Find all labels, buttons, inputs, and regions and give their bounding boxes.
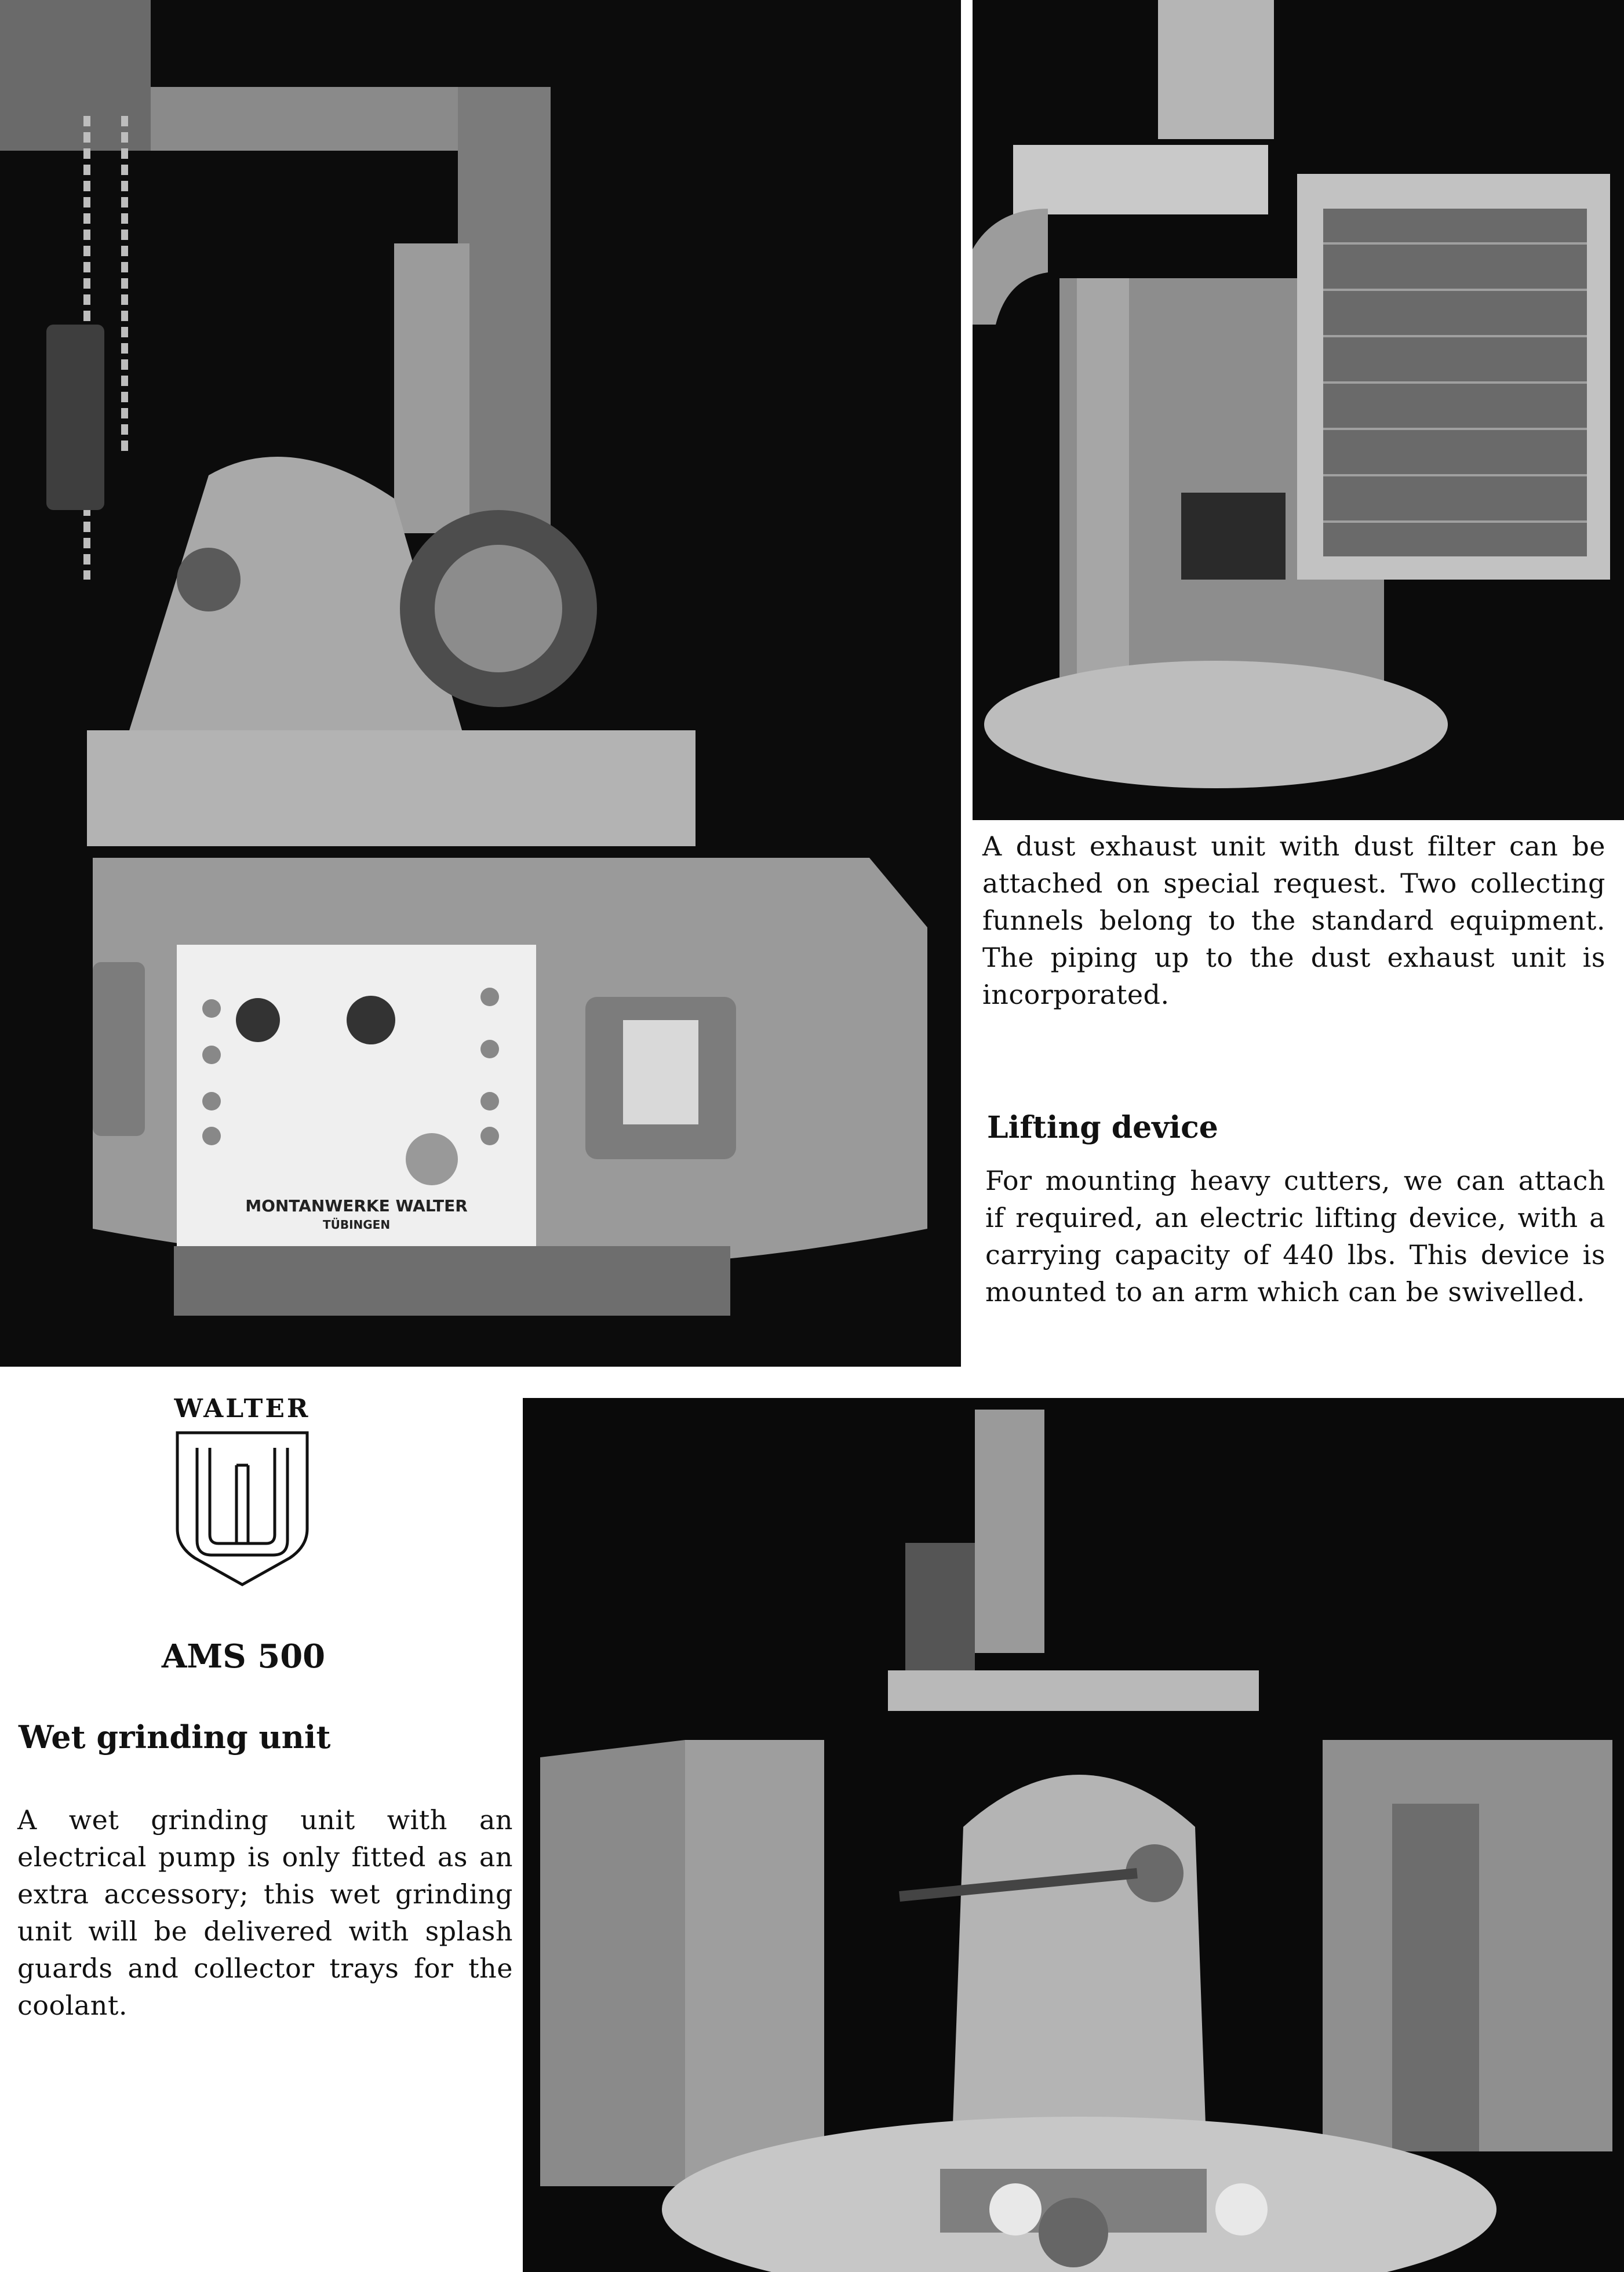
lifting-device-heading: Lifting device xyxy=(987,1110,1218,1145)
wet-grinding-photo xyxy=(523,1398,1624,2272)
dust-exhaust-photo xyxy=(973,0,1624,820)
lifting-device-body: For mounting heavy cutters, we can attach if required, an electric lifting device, with a carrying capacity of 440 lbs. This device is mounted to an arm which can be swivelled. xyxy=(985,1165,1605,1308)
walter-logo xyxy=(173,1394,312,1587)
panel-city-label: TÜBINGEN xyxy=(322,1218,391,1232)
wet-grinding-body: A wet grinding unit with an electrical pump is only fitted as an extra accessory; this wet grinding unit will be delivered with splash guards and collector trays for the coolant. xyxy=(17,1804,513,2021)
logo-wordmark: WALTER xyxy=(174,1394,311,1423)
model-name: AMS 500 xyxy=(161,1637,326,1676)
grinder-machine-photo xyxy=(0,0,961,1367)
wet-grinding-heading: Wet grinding unit xyxy=(19,1718,331,1756)
dust-exhaust-caption: A dust exhaust unit with dust filter can be attached on special request. Two collecting funnels belong to the standard equipment. The piping up to the dust exhaust unit is incorporated. xyxy=(982,831,1605,1010)
panel-brand-label: MONTANWERKE WALTER xyxy=(245,1196,468,1215)
walter-w-shield-icon xyxy=(174,1430,311,1587)
